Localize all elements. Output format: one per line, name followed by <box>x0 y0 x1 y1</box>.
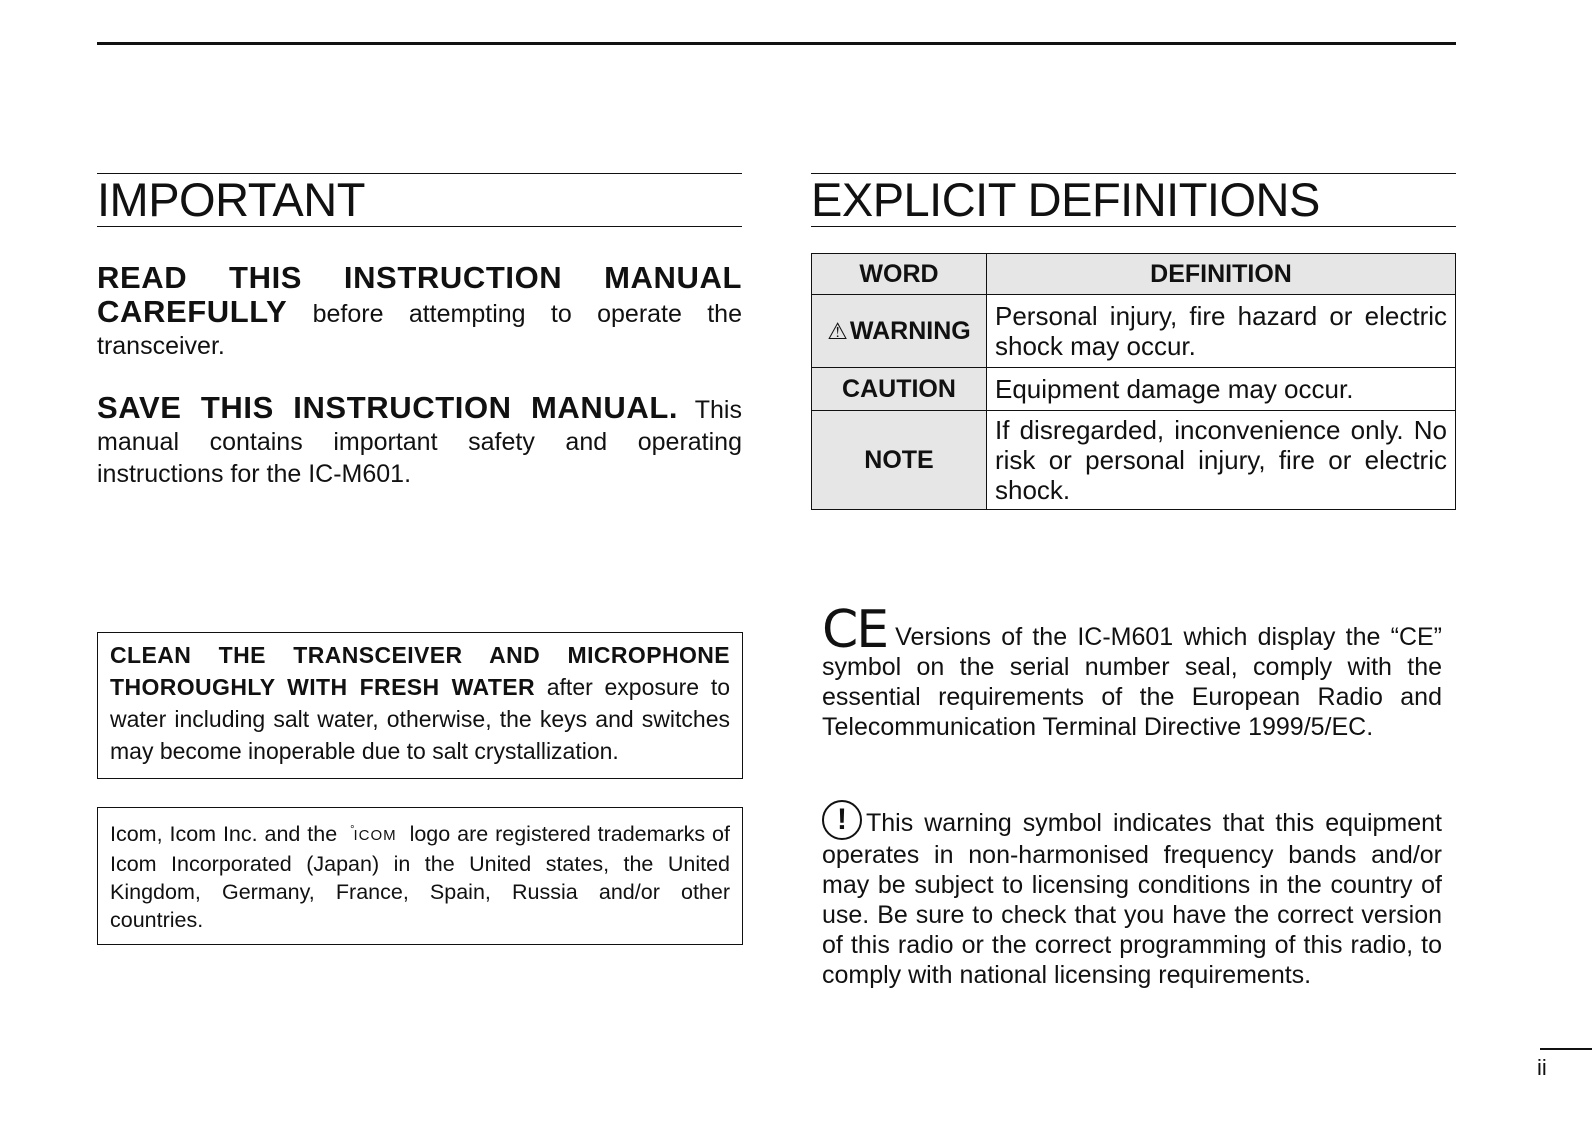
definition-caution: Equipment damage may occur. <box>987 368 1456 411</box>
warning-symbol-paragraph <box>822 800 1442 990</box>
important-title: IMPORTANT <box>97 173 742 227</box>
warning-triangle-icon: ⚠ <box>827 317 848 344</box>
save-manual-bold: SAVE THIS INSTRUCTION MANUAL. <box>97 390 679 425</box>
icom-logo: °ICOM <box>350 824 397 844</box>
clean-text: after exposure to water including salt water, otherwise, the keys and switches may become inoperable due to salt crystallization. <box>110 674 730 764</box>
clean-bold: CLEAN THE TRANSCEIVER AND MICROPHONE THOROUGHLY WITH FRESH WATER <box>110 642 730 700</box>
page-number: ii <box>1537 1055 1547 1080</box>
word-warning <box>812 295 987 368</box>
header-definition: DEFINITION <box>987 254 1456 295</box>
icom-logo-text: ICOM <box>353 827 397 844</box>
save-manual-text: This manual contains important safety and operating instructions for the IC-M601. <box>97 396 742 488</box>
read-manual-text: before attempting to operate the transceiver. <box>97 300 742 360</box>
table-row <box>812 295 1456 368</box>
important-section <box>97 173 742 490</box>
definition-warning: Personal injury, fire hazard or electric shock may occur. <box>987 295 1456 368</box>
top-rule <box>97 42 1456 45</box>
ce-paragraph <box>822 600 1442 742</box>
trademark-box <box>97 807 743 945</box>
exclamation-circle-icon: ! <box>822 800 862 840</box>
word-caution: CAUTION <box>812 368 987 411</box>
definitions-table <box>811 253 1456 510</box>
definitions-section <box>811 173 1456 510</box>
header-word: WORD <box>812 254 987 295</box>
trademark-text-after: logo are registered trademarks of Icom Incorporated (Japan) in the United states, the United Kingdom, Germany, France, Spain, Russia and/or other countries. <box>110 822 730 932</box>
table-row <box>812 411 1456 510</box>
table-row <box>812 368 1456 411</box>
definitions-title: EXPLICIT DEFINITIONS <box>811 173 1456 227</box>
warning-symbol-text: This warning symbol indicates that this equipment operates in non-harmonised frequency bands and/or may be subject to licensing conditions in the country of use. Be sure to check that you have the correct version of this radio or the correct programming of this radio, to comply with national licensing requirements. <box>822 809 1442 989</box>
page-number-rule <box>1540 1048 1592 1050</box>
save-manual-paragraph <box>97 392 742 490</box>
ce-text: Versions of the IC-M601 which display the “CE” symbol on the serial number seal, comply with the essential requirements of the European Radio and Telecommunication Terminal Directive 1999/5/EC. <box>822 623 1442 741</box>
read-manual-bold: READ THIS INSTRUCTION MANUAL CAREFULLY <box>97 260 742 329</box>
trademark-text-before: Icom, Icom Inc. and the <box>110 822 345 846</box>
ce-mark-icon: CE <box>822 600 888 660</box>
definition-note: If disregarded, inconvenience only. No risk or personal injury, fire or electric shock. <box>987 411 1456 510</box>
clean-transceiver-box <box>97 632 743 779</box>
table-header-row <box>812 254 1456 295</box>
read-manual-paragraph <box>97 262 742 362</box>
word-note: NOTE <box>812 411 987 510</box>
word-warning-label: WARNING <box>849 316 971 345</box>
